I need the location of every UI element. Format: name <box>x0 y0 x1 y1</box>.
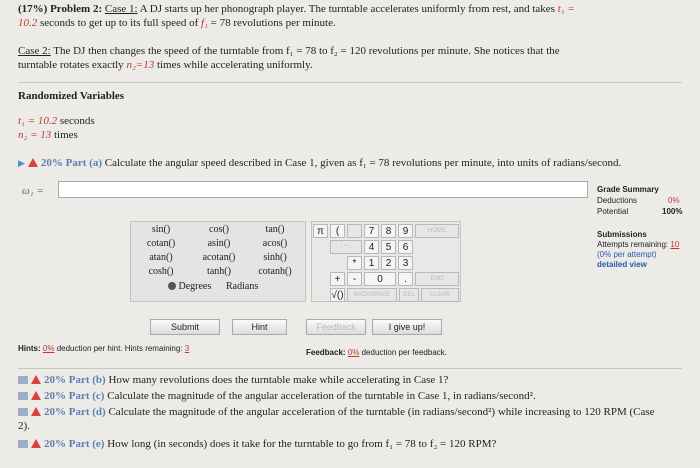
part-e-text: How long (in seconds) does it take for the turntable to go from f₁ = 78 to f₂ = 120 RPM? <box>107 438 497 450</box>
asin-button[interactable]: asin() <box>207 238 231 249</box>
rv-t1-value: 10.2 <box>37 115 58 127</box>
part-b-percent: 20% Part (b) <box>44 374 106 386</box>
part-c-percent: 20% Part (c) <box>44 390 105 402</box>
case2-text-c: turntable rotates exactly <box>18 59 127 71</box>
part-c-status-icon <box>18 392 28 400</box>
problem-number: (17%) Problem 2: <box>18 3 103 15</box>
deductions-label: Deductions <box>597 196 638 205</box>
cosh-button[interactable]: cosh() <box>148 266 174 277</box>
potential-label: Potential <box>597 207 629 216</box>
acos-button[interactable]: acos() <box>262 238 288 249</box>
case2-label: Case 2: <box>18 45 51 57</box>
key-6[interactable]: 6 <box>398 240 413 254</box>
feedback-text: deduction per feedback. <box>359 348 447 357</box>
t1-symbol: t₁ = <box>557 3 575 15</box>
randomized-t1 <box>18 115 95 127</box>
part-c-text: Calculate the magnitude of the angular acceleration of the turntable in Case 1, in radians/second². <box>107 390 536 402</box>
case2-text-a: The DJ then changes the speed of the turntable from <box>50 45 287 57</box>
case2-line2 <box>18 59 313 71</box>
key-4[interactable]: 4 <box>364 240 379 254</box>
hints-label: Hints: <box>18 344 41 353</box>
backspace-key[interactable]: BACKSPACE <box>347 288 397 302</box>
rv-n2-symbol: n₂ = <box>18 129 38 141</box>
part-b-status-icon <box>18 376 28 384</box>
detailed-view-link[interactable]: detailed view <box>597 260 647 269</box>
f1-symbol: f₁ <box>201 17 208 29</box>
cos-button[interactable]: cos() <box>209 224 229 235</box>
rv-n2-unit: times <box>54 129 78 141</box>
del-key[interactable]: DEL <box>399 288 419 302</box>
answer-input[interactable] <box>58 181 588 198</box>
omega1-label: ω₁ = <box>22 185 44 197</box>
atan-button[interactable]: atan() <box>149 252 173 263</box>
deductions-value: 0% <box>668 196 680 205</box>
case1-label: Case 1: <box>104 3 138 15</box>
part-d-wrap: 2). <box>18 420 30 432</box>
hint-button[interactable]: Hint <box>232 319 287 335</box>
lparen-key[interactable]: ( <box>330 224 345 238</box>
feedback-line <box>306 348 447 357</box>
degrees-label: Degrees <box>178 281 212 292</box>
attempts-remaining <box>597 240 679 249</box>
end-key[interactable]: END <box>415 272 459 286</box>
degrees-radio-dot-icon <box>168 282 176 290</box>
part-d-row[interactable] <box>18 406 655 418</box>
part-d-warning-icon <box>31 407 41 416</box>
radians-radio[interactable] <box>226 281 258 292</box>
randomized-n2 <box>18 129 78 141</box>
key-3[interactable]: 3 <box>398 256 413 270</box>
minus-key[interactable]: - <box>347 272 362 286</box>
t1-value: 10.2 <box>18 17 38 29</box>
n2-symbol: n₂= <box>126 59 144 71</box>
cotan-button[interactable]: cotan() <box>146 238 176 249</box>
submissions-title: Submissions <box>597 230 647 239</box>
key-9[interactable]: 9 <box>398 224 413 238</box>
plus-key[interactable]: + <box>330 272 345 286</box>
expand-triangle-icon[interactable]: ▶ <box>18 158 25 168</box>
part-d-percent: 20% Part (d) <box>44 406 106 418</box>
grade-summary-title: Grade Summary <box>597 185 659 194</box>
divider <box>18 82 682 83</box>
pi-key[interactable]: π <box>313 224 328 238</box>
key-2[interactable]: 2 <box>381 256 396 270</box>
part-c-row[interactable] <box>18 390 536 402</box>
part-b-row[interactable] <box>18 374 448 386</box>
per-attempt: (0% per attempt) <box>597 250 657 259</box>
feedback-label: Feedback: <box>306 348 346 357</box>
times-key[interactable]: * <box>347 256 362 270</box>
part-a-percent: 20% Part (a) <box>40 157 103 169</box>
key-5[interactable]: 5 <box>381 240 396 254</box>
part-d-status-icon <box>18 408 28 416</box>
attempts-value: 10 <box>670 240 680 249</box>
n2-value: 13 <box>143 59 155 71</box>
part-c-warning-icon <box>31 391 41 400</box>
randomized-title: Randomized Variables <box>18 90 125 102</box>
warning-icon <box>28 158 38 167</box>
part-b-warning-icon <box>31 375 41 384</box>
part-a-header <box>18 157 621 169</box>
submit-button[interactable]: Submit <box>150 319 220 335</box>
attempts-label: Attempts remaining: <box>597 240 669 249</box>
key-8[interactable]: 8 <box>381 224 396 238</box>
part-d-text: Calculate the magnitude of the angular acceleration of the turntable (in radians/second²) while increasing to 120 RPM (Case <box>108 406 655 418</box>
dot-key[interactable]: . <box>398 272 413 286</box>
hints-text: deduction per hint. Hints remaining: <box>54 344 185 353</box>
feedback-button[interactable]: Feedback <box>306 319 366 335</box>
part-b-text: How many revolutions does the turntable make while accelerating in Case 1? <box>108 374 449 386</box>
rv-n2-value: 13 <box>40 129 52 141</box>
part-e-row[interactable] <box>18 438 496 450</box>
key-1[interactable]: 1 <box>364 256 379 270</box>
home-key[interactable]: HOME <box>415 224 459 238</box>
tan-button[interactable]: tan() <box>265 224 285 235</box>
potential-value: 100% <box>662 207 683 216</box>
problem-line2 <box>18 17 336 29</box>
part-e-status-icon <box>18 440 28 448</box>
case2-text-b: f₁ = 78 to f₂ = 120 revolutions per minute. She notices that the <box>286 45 560 57</box>
cotanh-button[interactable]: cotanh() <box>258 266 292 277</box>
case2-line1 <box>18 45 560 57</box>
case2-text-d: times while accelerating uniformly. <box>154 59 313 71</box>
sin-button[interactable]: sin() <box>151 224 171 235</box>
feedback-pct: 0% <box>347 348 360 357</box>
hints-pct: 0% <box>42 344 55 353</box>
rv-t1-unit: seconds <box>59 115 95 127</box>
hints-remaining: 3 <box>184 344 190 353</box>
degrees-radio[interactable] <box>168 281 211 292</box>
sinh-button[interactable]: sinh() <box>263 252 287 263</box>
case1-text-b: seconds to get up to its full speed of <box>37 17 202 29</box>
key-0[interactable]: 0 <box>364 272 396 286</box>
blank-key[interactable] <box>347 224 362 238</box>
arrow-keys[interactable]: ↑ ^ ↓ <box>330 240 362 254</box>
case1-text-c: = 78 revolutions per minute. <box>207 17 336 29</box>
key-7[interactable]: 7 <box>364 224 379 238</box>
clear-key[interactable]: CLEAR <box>421 288 459 302</box>
tanh-button[interactable]: tanh() <box>207 266 231 277</box>
rv-t1-symbol: t₁ = <box>18 115 36 127</box>
divider-2 <box>18 368 682 369</box>
acotan-button[interactable]: acotan() <box>202 252 236 263</box>
hints-line <box>18 344 189 353</box>
problem-header <box>18 3 698 15</box>
part-e-percent: 20% Part (e) <box>44 438 105 450</box>
sqrt-key[interactable]: √() <box>331 290 344 301</box>
radians-label: Radians <box>226 281 259 292</box>
give-up-button[interactable]: I give up! <box>372 319 442 335</box>
part-a-question: Calculate the angular speed described in Case 1, given as f₁ = 78 revolutions per minute, into units of radians/second. <box>104 157 622 169</box>
case1-text-a: A DJ starts up her phonograph player. The turntable accelerates uniformly from rest, and takes <box>137 3 558 15</box>
part-e-warning-icon <box>31 439 41 448</box>
